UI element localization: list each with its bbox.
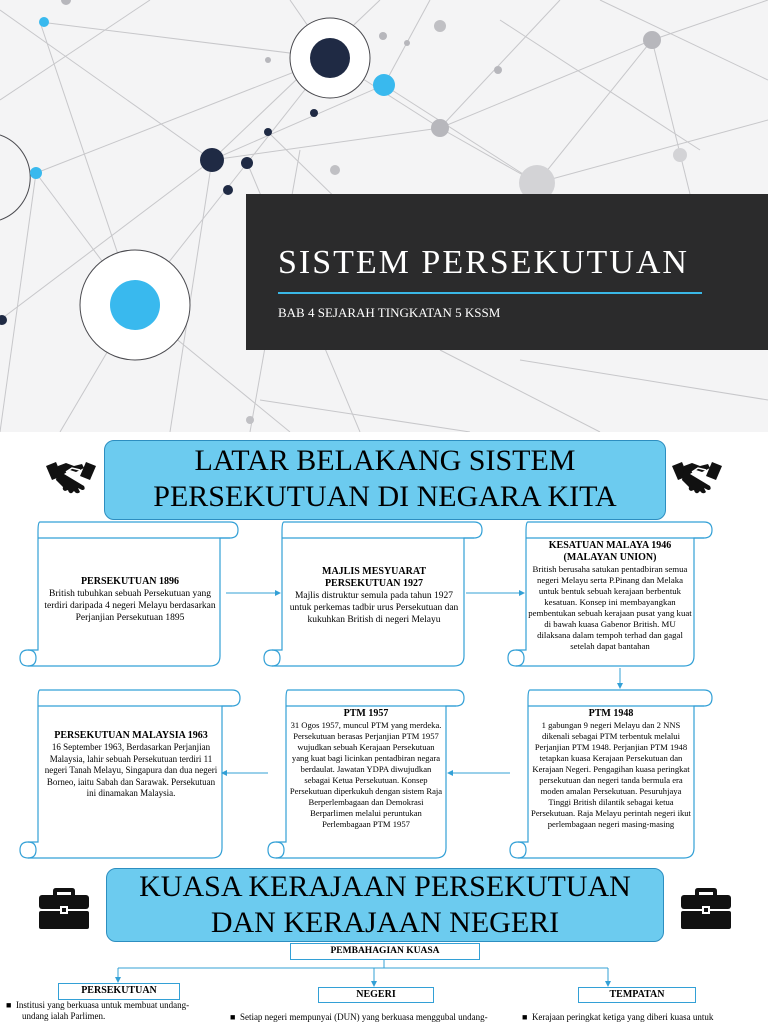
branch-label: NEGERI <box>356 989 396 1000</box>
branch-label: PERSEKUTUAN <box>81 985 157 996</box>
card-body: British berusaha satukan pentadbiran semua negeri Melayu serta P.Pinang dan Melaka untuk bentuk sebuah kerajaan berbentuk kesatuan. Konsep ini membayangkan pembentukan sebuah kerajaan pusat yang kuat di bawah kuasa Gabenor British. MU dilaksana dalam tempoh terhad dan gagal setelah dapat bantahan <box>528 564 692 651</box>
card-title: PTM 1957 <box>343 708 389 719</box>
bullet-marker: ■ <box>230 1012 240 1022</box>
card-title: PERSEKUTUAN 1896 <box>80 576 180 587</box>
card-body: Majlis distruktur semula pada tahun 1927 untuk perkemas tadbir urus Persekutuan dan kukuhkan British di negeri Melayu <box>289 591 459 625</box>
branch-box-tempatan <box>578 987 696 1003</box>
bullet-text: Setiap negeri mempunyai (DUN) yang berkuasa menggubal undang- <box>239 1012 488 1022</box>
bullet-negeri <box>230 1012 488 1023</box>
heading-line: LATAR BELAKANG SISTEM <box>194 444 576 477</box>
branch-box-persekutuan <box>58 983 180 1000</box>
bullet-persekutuan <box>6 1000 189 1022</box>
card-body: British tubuhkan sebuah Persekutuan yang terdiri daripada 4 negeri Melayu berdasarkan Perjanjian Persekutuan 1895 <box>44 589 216 623</box>
bullet-marker: ■ <box>6 1000 16 1010</box>
branch-label: TEMPATAN <box>609 989 665 1000</box>
bullet-marker: ■ <box>522 1012 532 1022</box>
bullet-text: Institusi yang berkuasa untuk membuat undang- <box>15 1000 190 1010</box>
card-body: 16 September 1963, Berdasarkan Perjanjian Malaysia, lahir sebuah Persekutuan terdiri 11 negeri Tanah Melayu, Singapura dan dua negeri Borneo, iaitu Sabah dan Sarawak. Persekutuan ini dinamakan Malaysia. <box>44 742 218 798</box>
card-body: 31 Ogos 1957, muncul PTM yang merdeka. Persekutuan berasas Perjanjian PTM 1957 wujudkan sebuah Kerajaan Persekutuan yang kuat bagi licinkan pentadbiran negara berdaulat. Jawatan YDPA diwujudkan sebagai Ketua Persekutuan. Konsep Persekutuan diperkukuh dengan sistem Raja Berperlembagaan dan Demokrasi Berparlimen melalui peruntukan Perlembagaan PTM 1957 <box>289 720 443 829</box>
heading-line: PERSEKUTUAN DI NEGARA KITA <box>153 480 617 513</box>
bullet-text: undang ialah Parlimen. <box>22 1011 106 1021</box>
card-title: KESATUAN MALAYA 1946 (MALAYAN UNION) <box>548 540 672 563</box>
root-box-pembahagian-kuasa <box>290 943 480 960</box>
branch-box-negeri <box>318 987 434 1003</box>
root-label: PEMBAHAGIAN KUASA <box>330 946 440 956</box>
card-title: PTM 1948 <box>588 708 634 719</box>
card-body: 1 gabungan 9 negeri Melayu dan 2 NNS dikenali sebagai PTM terbentuk melalui Perjanjian PTM 1948. Perjanjian PTM 1948 tetapkan kuasa Kerajaan Persekutuan dan Kerajaan Negeri. Pengagihan kuasa peringkat persekutuan dan negeri tanda bermula era moden amalan Persekutuan. Pesuruhjaya Tinggi British dilantik sebagai ketua Persekutuan. Raja Melayu perintah negeri ikut perlembagaan negeri masing-masing <box>531 720 691 829</box>
heading-line: DAN KERAJAAN NEGERI <box>210 906 560 939</box>
slide-subtitle: BAB 4 SEJARAH TINGKATAN 5 KSSM <box>278 305 501 320</box>
card-title: PERSEKUTUAN MALAYSIA 1963 <box>54 730 208 741</box>
card-title: MAJLIS MESYUARAT PERSEKUTUAN 1927 <box>322 566 426 589</box>
heading-line: KUASA KERAJAAN PERSEKUTUAN <box>139 870 631 903</box>
bullet-text: Kerajaan peringkat ketiga yang diberi kuasa untuk <box>531 1012 714 1022</box>
bullet-tempatan <box>522 1012 713 1023</box>
slide-title: SISTEM PERSEKUTUAN <box>278 244 689 281</box>
